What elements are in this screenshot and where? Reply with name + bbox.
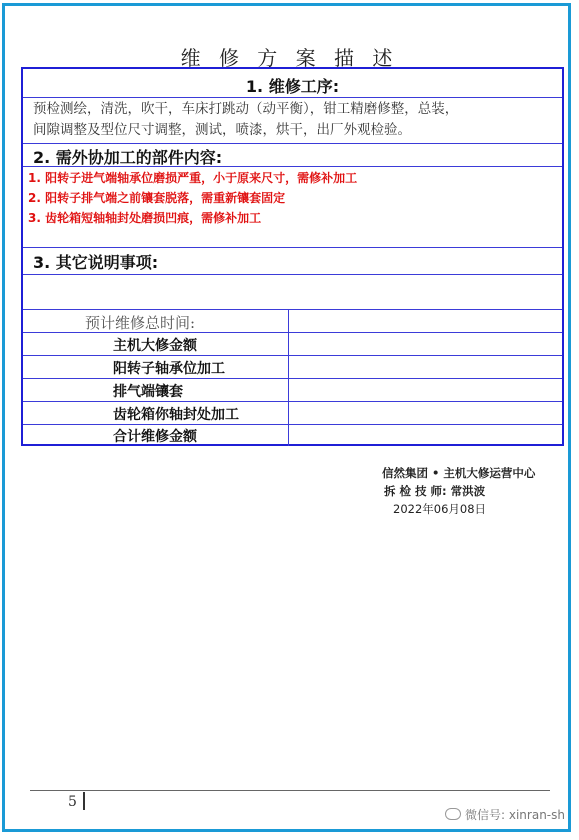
cost-row-label: 阳转子轴承位加工 [113,361,225,377]
divider [23,97,562,98]
page-number-bar [83,792,85,810]
section3-heading: 3. 其它说明事项: [33,253,159,272]
repair-plan-form [21,67,564,446]
cost-total-label: 合计维修金额 [113,429,197,445]
divider [23,378,562,379]
wechat-id: 微信号: xinran-sh [465,808,565,822]
wechat-icon [445,808,461,820]
estimated-time-label: 预计维修总时间: [85,314,196,332]
company-name: 信然集团 • 主机大修运营中心 [382,466,536,480]
divider [23,166,562,167]
section1-heading: 1. 维修工序: [245,77,340,96]
sign-date: 2022年06月08日 [393,502,487,516]
divider [23,401,562,402]
inspector-name: 拆 检 技 师: 常洪波 [384,484,486,498]
footer-rule [30,790,550,791]
outsource-item: 2. 阳转子排气端之前镶套脱落，需重新镶套固定 [28,191,286,205]
divider [23,247,562,248]
divider [23,274,562,275]
divider [23,332,562,333]
divider [23,355,562,356]
page-number: 5 [68,794,77,810]
section2-heading: 2. 需外协加工的部件内容: [33,148,223,167]
process-line-1: 预检测绘，清洗，吹干，车床打跳动（动平衡），钳工精磨修整，总装， [33,101,459,117]
document-title: 维 修 方 案 描 述 [180,46,399,70]
cost-row-label: 齿轮箱你轴封处加工 [113,407,239,423]
outsource-item: 1. 阳转子进气端轴承位磨损严重，小于原来尺寸，需修补加工 [28,171,358,185]
cost-row-label: 主机大修金额 [113,338,197,354]
divider [23,143,562,144]
wechat-watermark [445,806,565,823]
cost-row-label: 排气端镶套 [113,384,183,400]
outsource-item: 3. 齿轮箱短轴轴封处磨损凹痕，需修补加工 [28,211,262,225]
divider [23,424,562,425]
divider [23,309,562,310]
process-line-2: 间隙调整及型位尺寸调整，测试，喷漆，烘干，出厂外观检验。 [33,122,411,138]
